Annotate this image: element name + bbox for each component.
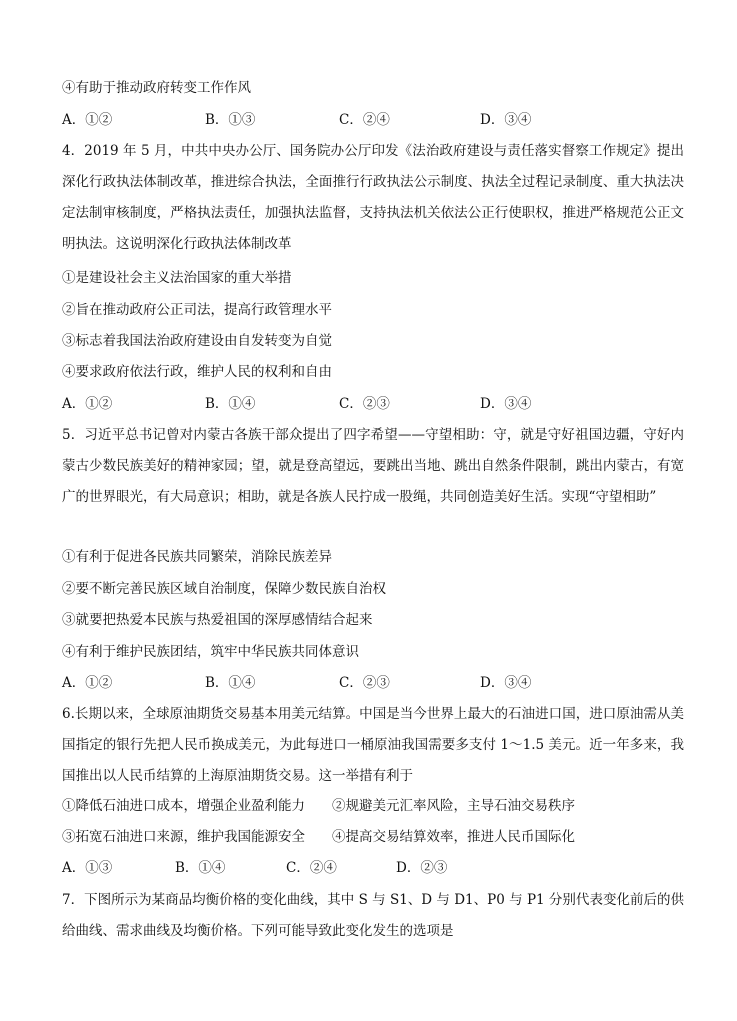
q6-stem: 6.长期以来，全球原油期货交易基本用美元结算。中国是当今世界上最大的石油进口国，进口原油需从美国指定的银行先把人民币换成美元，为此每进口一桶原油我国需要多支付 1～1.5 美元。近一年多来，我国推出以人民币结算的上海原油期货交易。这一举措有利于 bbox=[62, 706, 684, 784]
q6-items-row-1 bbox=[62, 796, 682, 816]
q5-option-a: A．①② bbox=[62, 675, 113, 691]
q6-item-3: ③拓宽石油进口来源，维护我国能源安全 bbox=[62, 829, 305, 845]
q4-option-a: A．①② bbox=[62, 396, 113, 412]
q6-option-d: D．②③ bbox=[396, 860, 448, 876]
q5-item-2: ②要不断完善民族区域自治制度，保障少数民族自治权 bbox=[62, 581, 386, 597]
q6-item-1: ①降低石油进口成本，增强企业盈利能力 bbox=[62, 798, 305, 814]
q6-item-4: ④提高交易结算效率，推进人民币国际化 bbox=[332, 829, 575, 845]
q4-stem: 4．2019 年 5 月，中共中央办公厅、国务院办公厅印发《法治政府建设与责任落实督察工作规定》提出深化行政执法体制改革，推进综合执法，全面推行行政执法公示制度、执法全过程记录制度、重大执法决定法制审核制度，严格执法责任，加强执法监督，支持执法机关依法公正行使职权，推进严格规范公正文明执法。这说明深化行政执法体制改革 bbox=[62, 143, 684, 252]
q4-option-b: B．①④ bbox=[205, 396, 256, 412]
q5-stem: 5．习近平总书记曾对内蒙古各族干部众提出了四字希望——守望相助：守，就是守好祖国边疆，守好内蒙古少数民族美好的精神家园；望，就是登高望远，要跳出当地、跳出自然条件限制，跳出内蒙古，有宽广的世界眼光，有大局意识；相助，就是各族人民拧成一股绳，共同创造美好生活。实现“守望相助” bbox=[62, 427, 684, 505]
q4-item-4: ④要求政府依法行政，维护人民的权利和自由 bbox=[62, 364, 332, 380]
q4-item-3: ③标志着我国法治政府建设由自发转变为自觉 bbox=[62, 333, 332, 349]
q6-option-b: B．①④ bbox=[175, 860, 226, 876]
q4-item-2: ②旨在推动政府公正司法，提高行政管理水平 bbox=[62, 302, 332, 318]
q4-option-d: D．③④ bbox=[480, 396, 532, 412]
q6-option-c: C．②④ bbox=[286, 860, 337, 876]
q3-options bbox=[62, 110, 682, 130]
q4-item-1: ①是建设社会主义法治国家的重大举措 bbox=[62, 270, 292, 286]
q3-option-c: C．②④ bbox=[339, 112, 390, 128]
q6-option-a: A．①③ bbox=[62, 860, 113, 876]
q6-options bbox=[62, 858, 682, 878]
q6-items-row-2 bbox=[62, 827, 682, 847]
q5-item-3: ③就要把热爱本民族与热爱祖国的深厚感情结合起来 bbox=[62, 612, 373, 628]
q3-option-b: B．①③ bbox=[205, 112, 256, 128]
q5-option-d: D．③④ bbox=[480, 675, 532, 691]
q3-option-a: A．①② bbox=[62, 112, 113, 128]
q5-option-b: B．①④ bbox=[205, 675, 256, 691]
q5-item-4: ④有利于维护民族团结，筑牢中华民族共同体意识 bbox=[62, 644, 359, 660]
q5-option-c: C．②③ bbox=[339, 675, 390, 691]
q5-options bbox=[62, 673, 682, 693]
q5-item-1: ①有利于促进各民族共同繁荣，消除民族差异 bbox=[62, 549, 332, 565]
q7-stem: 7．下图所示为某商品均衡价格的变化曲线，其中 S 与 S1、D 与 D1、P0 与 P1 分别代表变化前后的供给曲线、需求曲线及均衡价格。下列可能导致此变化发生的选项是 bbox=[62, 892, 684, 939]
q6-item-2: ②规避美元汇率风险，主导石油交易秩序 bbox=[332, 798, 575, 814]
q4-options bbox=[62, 394, 682, 414]
q3-option-d: D．③④ bbox=[480, 112, 532, 128]
q4-option-c: C．②③ bbox=[339, 396, 390, 412]
q3-item-4: ④有助于推动政府转变工作作风 bbox=[62, 80, 251, 96]
